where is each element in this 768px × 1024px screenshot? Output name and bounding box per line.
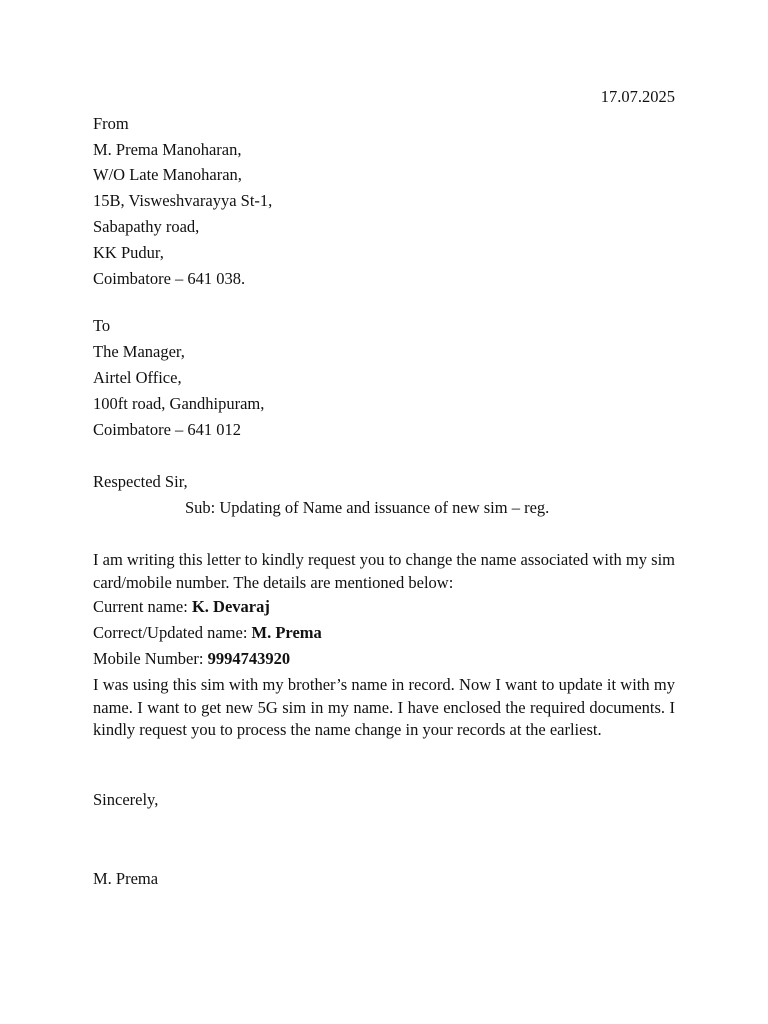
from-address-line: KK Pudur, [93,243,164,262]
from-heading: From [93,114,129,133]
mobile-number-line [93,649,290,669]
current-name-value: K. Devaraj [191,597,270,616]
current-name-label: Current name: [93,597,192,616]
to-address-line: Airtel Office, [93,368,182,387]
mobile-number-value: 9994743920 [207,649,291,668]
to-heading: To [93,316,111,335]
letter-date: 17.07.2025 [600,87,675,106]
salutation: Respected Sir, [93,472,188,491]
to-address-line: 100ft road, Gandhipuram, [93,394,265,413]
signature-name: M. Prema [93,869,159,888]
from-address-line: Coimbatore – 641 038. [93,269,246,288]
body-paragraph: I was using this sim with my brother’s name in record. Now I want to update it with my name. I want to get new 5G sim in my name. I have enclosed the required documents. I kindly request you to process the name change in your records at the earliest. [93,675,675,739]
subject-line: Sub: Updating of Name and issuance of new sim – reg. [185,498,550,517]
intro-paragraph: I am writing this letter to kindly request you to change the name associated with my sim card/mobile number. The details are mentioned below: [93,550,675,592]
updated-name-value: M. Prema [251,623,322,642]
mobile-number-label: Mobile Number: [93,649,208,668]
updated-name-label: Correct/Updated name: [93,623,252,642]
from-address-line: M. Prema Manoharan, [93,140,242,159]
from-address-line: Sabapathy road, [93,217,200,236]
to-address-line: The Manager, [93,342,185,361]
from-address-line: W/O Late Manoharan, [93,165,242,184]
from-address-line: 15B, Visweshvarayya St-1, [93,191,273,210]
to-address-line: Coimbatore – 641 012 [93,420,242,439]
closing: Sincerely, [93,790,159,809]
current-name-line [93,597,270,617]
updated-name-line [93,623,322,643]
